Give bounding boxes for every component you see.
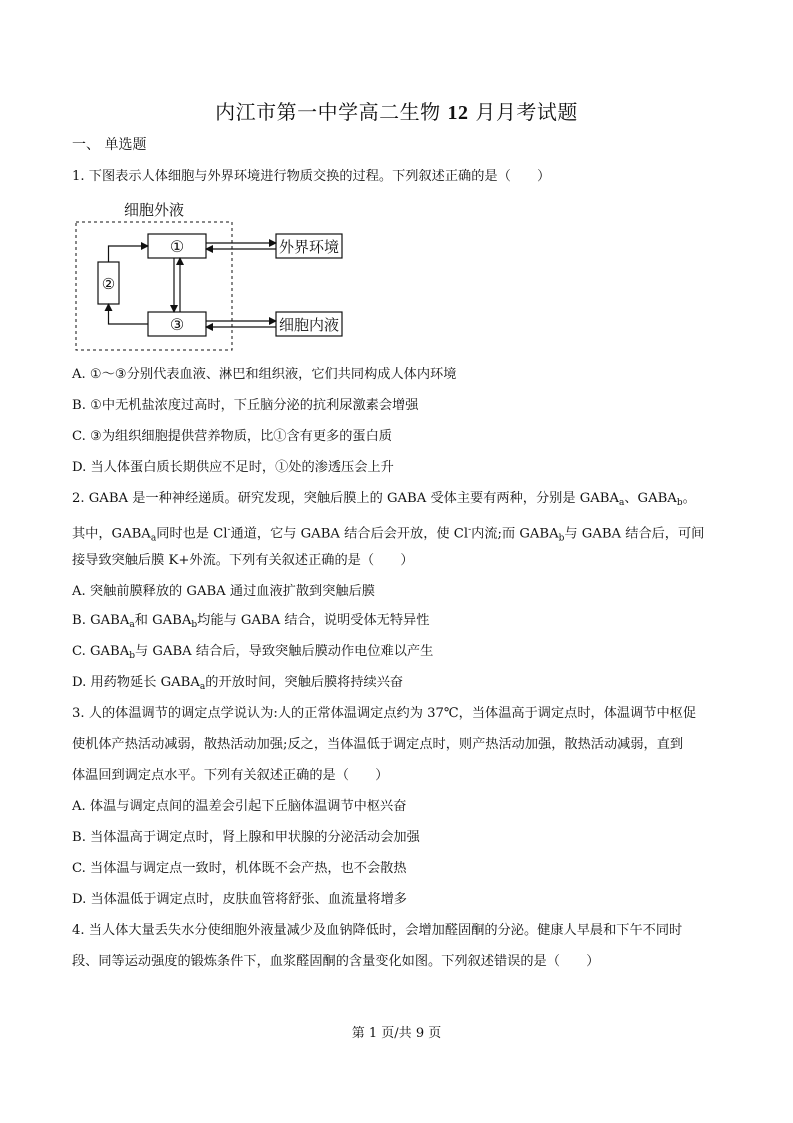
q3-option-b: B. 当体温高于调定点时，肾上腺和甲状腺的分泌活动会加强 bbox=[72, 830, 420, 845]
arrow-2-to-1 bbox=[109, 246, 149, 262]
q1-stem: 1. 下图表示人体细胞与外界环境进行物质交换的过程。下列叙述正确的是（ ） bbox=[72, 169, 551, 184]
q2-option-b: B. $GABA_a$和 $GABA_b$均能与 GABA 结合，说明受体无特异性 bbox=[72, 613, 430, 630]
box-2-label: ② bbox=[101, 275, 116, 293]
q1-option-a: A. ①～③分别代表血液、淋巴和组织液，它们共同构成人体内环境 bbox=[72, 367, 457, 382]
box-intracellular-label: 细胞内液 bbox=[278, 316, 340, 334]
q3-stem-line-3: 体温回到调定点水平。下列有关叙述正确的是（ ） bbox=[72, 768, 389, 783]
q2-stem-line-3: 接导致突触后膜 K+外流。下列有关叙述正确的是（ ） bbox=[72, 553, 414, 568]
q1-option-c: C. ③为组织细胞提供营养物质，比①含有更多的蛋白质 bbox=[72, 429, 392, 444]
page-footer: 第 1 页/共 9 页 bbox=[351, 1026, 442, 1041]
diagram-caption: 细胞外液 bbox=[124, 201, 185, 219]
arrow-3-to-2 bbox=[109, 304, 149, 324]
q3-option-c: C. 当体温与调定点一致时，机体既不会产热，也不会散热 bbox=[72, 861, 407, 876]
q2-option-c: C. $GABA_b$与 GABA 结合后，导致突触后膜动作电位难以产生 bbox=[72, 644, 434, 661]
section-heading: 一、 单选题 bbox=[72, 137, 147, 153]
q1-option-d: D. 当人体蛋白质长期供应不足时，①处的渗透压会上升 bbox=[72, 460, 394, 475]
q2-option-d: D. 用药物延长 $GABA_a$的开放时间，突触后膜将持续兴奋 bbox=[72, 675, 404, 692]
q3-stem-line-2: 使机体产热活动减弱，散热活动加强;反之，当体温低于调定点时，则产热活动加强，散热活动减弱，直到 bbox=[72, 737, 684, 752]
box-1-label: ① bbox=[169, 237, 185, 256]
box-outer-env-label: 外界环境 bbox=[278, 238, 340, 256]
q2-option-a: A. 突触前膜释放的 GABA 通过血液扩散到突触后膜 bbox=[72, 584, 375, 599]
q4-stem-line-1: 4. 当人体大量丢失水分使细胞外液量减少及血钠降低时，会增加醛固酮的分泌。健康人早晨和下午不同时 bbox=[72, 923, 683, 938]
q1-diagram bbox=[72, 200, 362, 352]
q3-stem-line-1: 3. 人的体温调节的调定点学说认为:人的正常体温调定点约为 37℃，当体温高于调定点时，体温调节中枢促 bbox=[72, 706, 697, 721]
page-title: 内江市第一中学高二生物 12 月月考试题 bbox=[215, 100, 578, 124]
q2-stem-line-2: 其中，$GABA_a$同时也是 Cl-通道，它与 GABA 结合后会开放，使 Cl-内流;而 $GABA_b$与 GABA 结合后，可间 bbox=[72, 525, 705, 544]
q2-stem-line-1: 2. GABA 是一种神经递质。研究发现，突触后膜上的 GABA 受体主要有两种，分别是 $GABA_a$、$GABA_b$。 bbox=[72, 491, 696, 508]
q4-stem-line-2: 段、同等运动强度的锻炼条件下，血浆醛固酮的含量变化如图。下列叙述错误的是（ ） bbox=[72, 954, 600, 969]
q3-option-a: A. 体温与调定点间的温差会引起下丘脑体温调节中枢兴奋 bbox=[72, 799, 407, 814]
q3-option-d: D. 当体温低于调定点时，皮肤血管将舒张、血流量将增多 bbox=[72, 892, 407, 907]
box-3-label: ③ bbox=[169, 315, 185, 334]
q1-option-b: B. ①中无机盐浓度过高时，下丘脑分泌的抗利尿激素会增强 bbox=[72, 398, 419, 413]
